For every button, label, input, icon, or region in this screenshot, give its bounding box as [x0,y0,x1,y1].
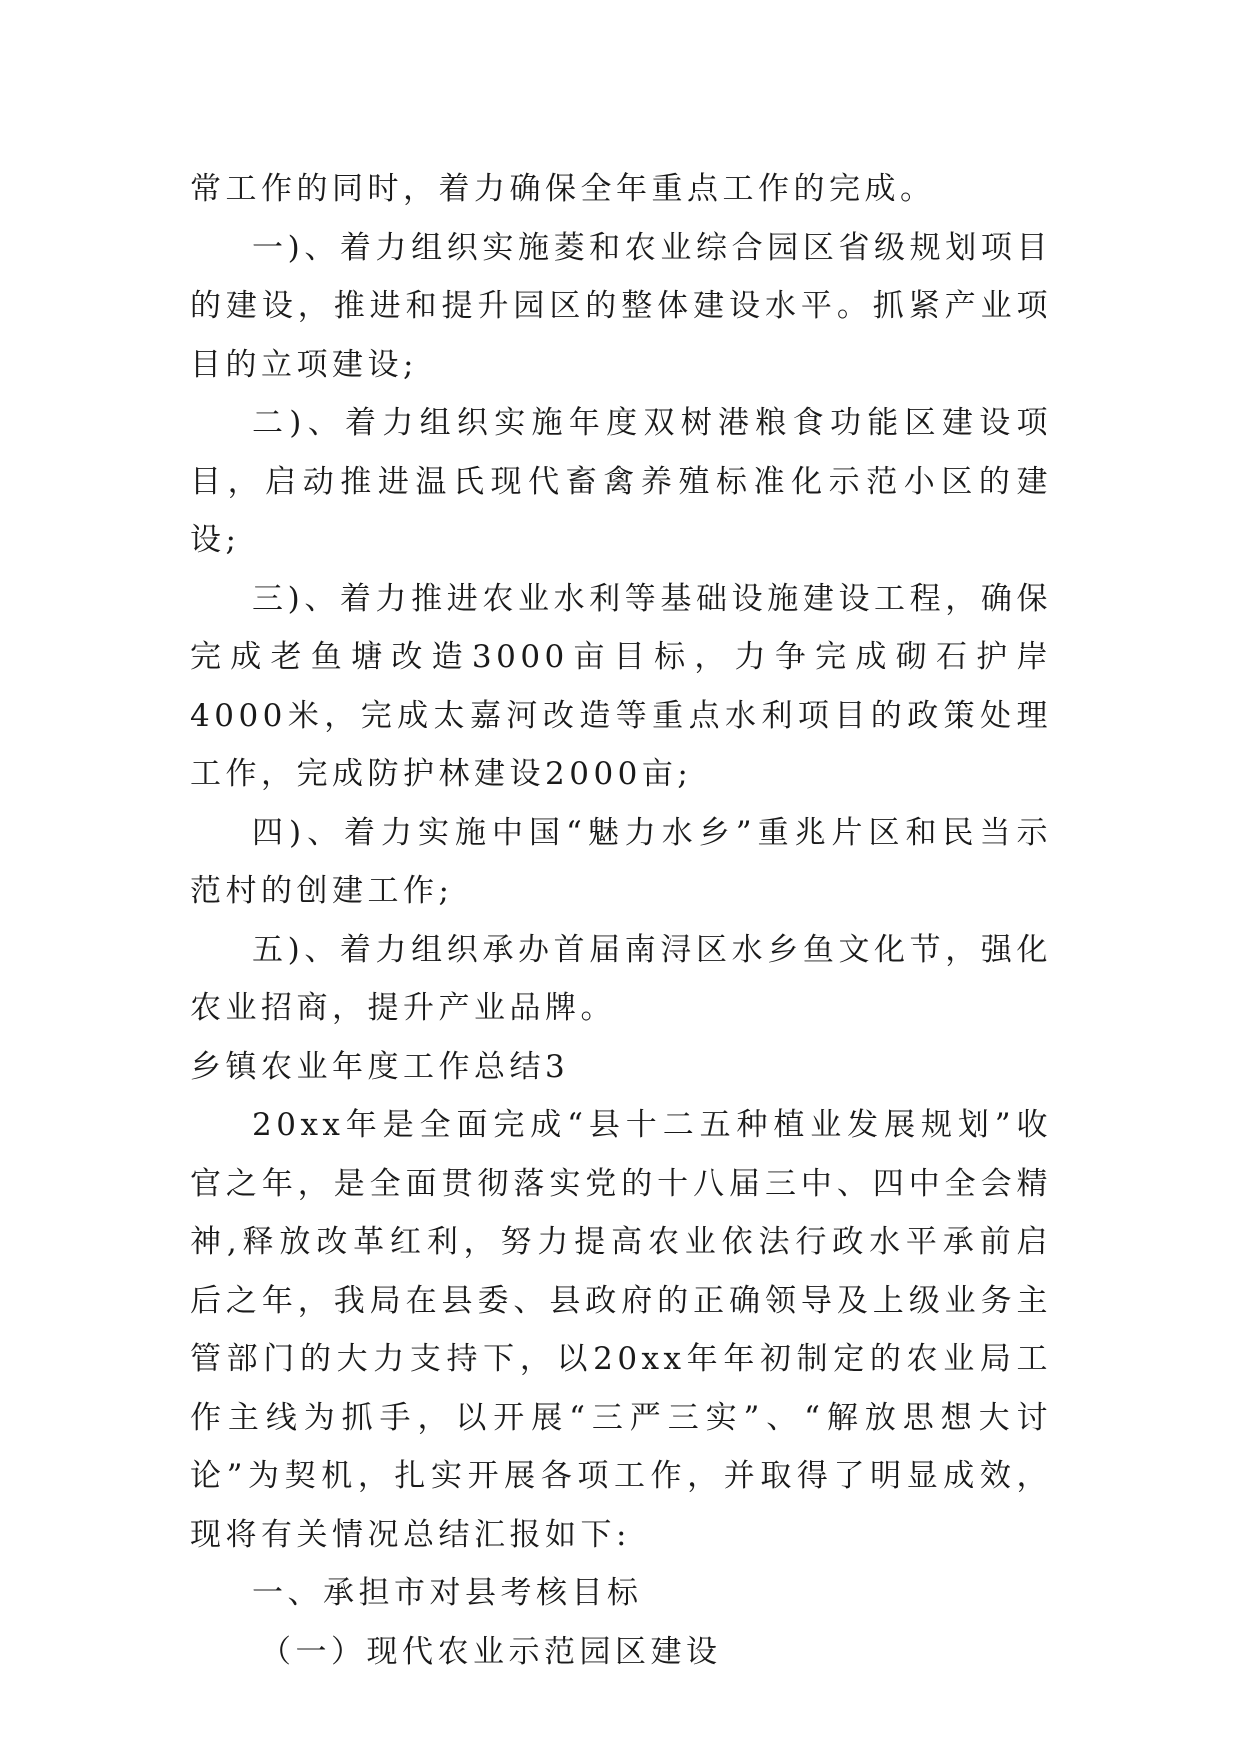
paragraph-item-2: 二)、着力组织实施年度双树港粮食功能区建设项目，启动推进温氏现代畜禽养殖标准化示范小区的建设; [190,405,1052,558]
paragraph-item-5: 五)、着力组织承办首届南浔区水乡鱼文化节，强化农业招商，提升产业品牌。 [190,931,1052,1026]
paragraph-intro: 20xx年是全面完成“县十二五种植业发展规划”收官之年，是全面贯彻落实党的十八届三中、四中全会精神,释放改革红利，努力提高农业依法行政水平承前启后之年，我局在县委、县政府的正确领导及上级业务主管部门的大力支持下，以20xx年年初制定的农业局工作主线为抓手，以开展“三严三实”、“解放思想大讨论”为契机，扎实开展各项工作，并取得了明显成效，现将有关情况总结汇报如下: [190,1107,1052,1553]
section-title: 乡镇农业年度工作总结3 [190,1048,570,1085]
subsection-heading-1: （一）现代农业示范园区建设 [260,1633,722,1670]
document-body [190,160,1052,1681]
paragraph-item-3: 三)、着力推进农业水利等基础设施建设工程，确保完成老鱼塘改造3000亩目标，力争完成砌石护岸4000米，完成太嘉河改造等重点水利项目的政策处理工作，完成防护林建设2000亩; [190,580,1052,792]
paragraph-item-1: 一)、着力组织实施菱和农业综合园区省级规划项目的建设，推进和提升园区的整体建设水平。抓紧产业项目的立项建设; [190,229,1052,383]
paragraph-item-4: 四)、着力实施中国“魅力水乡”重兆片区和民当示范村的创建工作; [190,814,1052,909]
paragraph-continuation: 常工作的同时，着力确保全年重点工作的完成。 [190,171,936,207]
section-heading-1: 一、承担市对县考核目标 [252,1575,643,1611]
